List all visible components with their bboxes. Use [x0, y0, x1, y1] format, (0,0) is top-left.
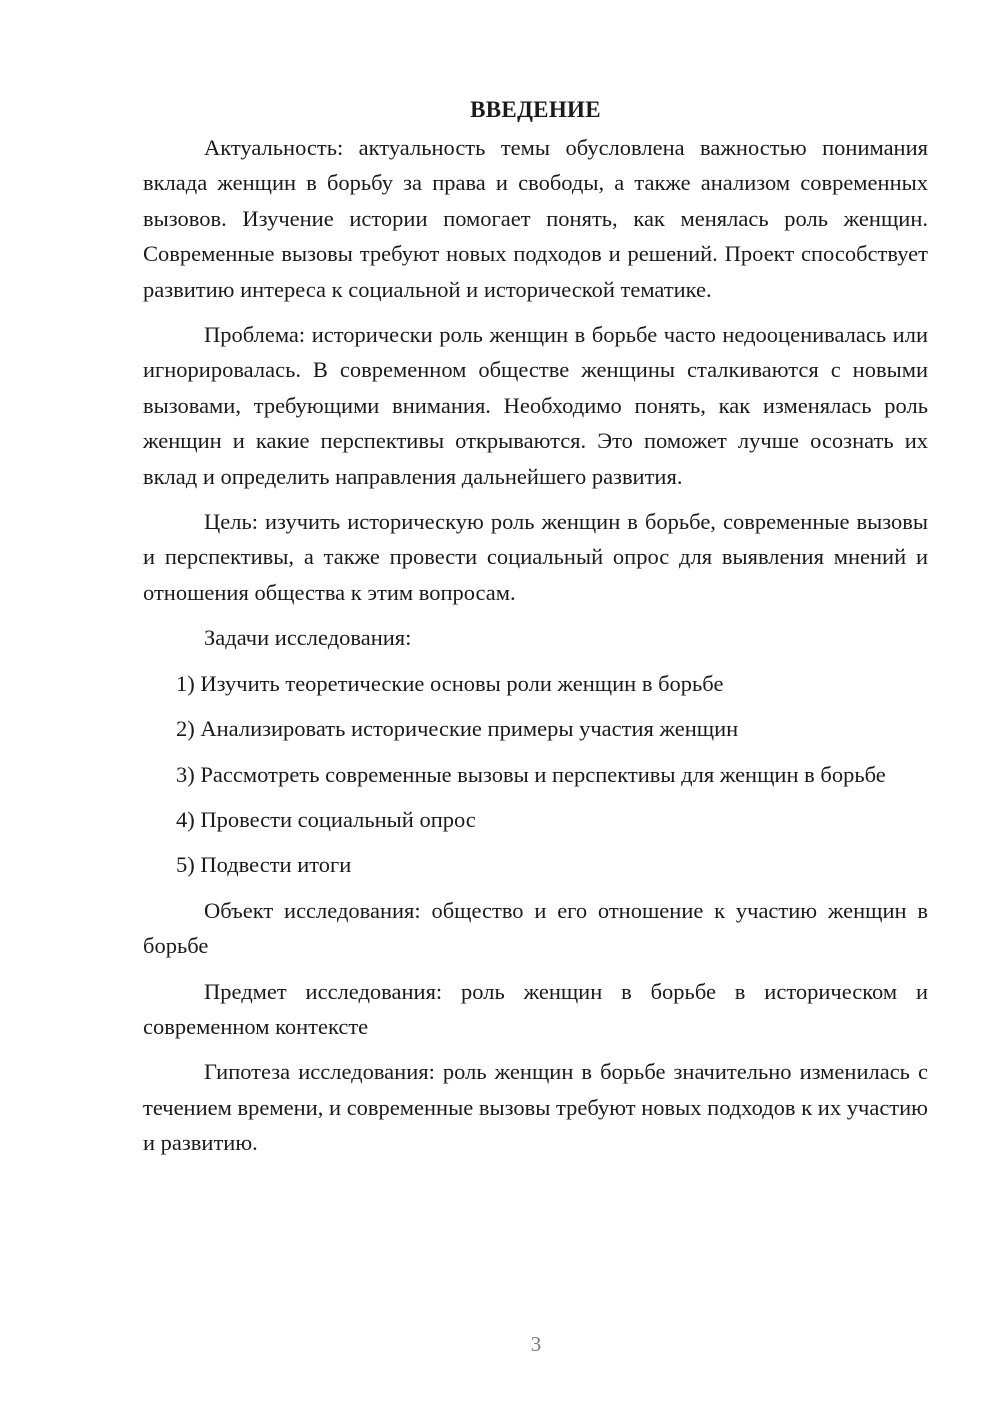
- page-content: [143, 92, 928, 1171]
- task-item-2: 2) Анализировать исторические примеры участия женщин: [176, 716, 739, 742]
- task-item-5: 5) Подвести итоги: [176, 852, 352, 878]
- page-number: 3: [530, 1332, 542, 1356]
- paragraph-subject: Предмет исследования: роль женщин в борьбе в историческом и современном контексте: [143, 978, 928, 1039]
- task-item-1: 1) Изучить теоретические основы роли женщин в борьбе: [176, 670, 724, 696]
- paragraph-object: Объект исследования: общество и его отношение к участию женщин в борьбе: [143, 897, 928, 959]
- paragraph-problem: Проблема: исторически роль женщин в борьбе часто недооценивалась или игнорировалась. В современном обществе женщины сталкиваются с новыми вызовами, требующими внимания. Необходимо понять, как изменялась роль женщин и какие перспективы открываются. Это поможет лучше осознать их вклад и определить направления дальнейшего развития.: [143, 322, 928, 489]
- paragraph-hypothesis: Гипотеза исследования: роль женщин в борьбе значительно изменилась с течением времени, и современные вызовы требуют новых подходов к их участию и развитию.: [143, 1059, 928, 1156]
- task-item-3: 3) Рассмотреть современные вызовы и перспективы для женщин в борьбе: [176, 761, 886, 787]
- tasks-heading: Задачи исследования:: [204, 625, 412, 651]
- paragraph-goal: Цель: изучить историческую роль женщин в борьбе, современные вызовы и перспективы, а также провести социальный опрос для выявления мнений и отношения общества к этим вопросам.: [143, 509, 928, 605]
- task-item-4: 4) Провести социальный опрос: [176, 806, 476, 832]
- paragraph-relevance: Актуальность: актуальность темы обусловлена важностью понимания вклада женщин в борьбу за права и свободы, а также анализом современных вызовов. Изучение истории помогает понять, как менялась роль женщин. Современные вызовы требуют новых подходов и решений. Проект способствует развитию интереса к социальной и исторической тематике.: [143, 135, 928, 302]
- page-title: ВВЕДЕНИЕ: [470, 97, 601, 122]
